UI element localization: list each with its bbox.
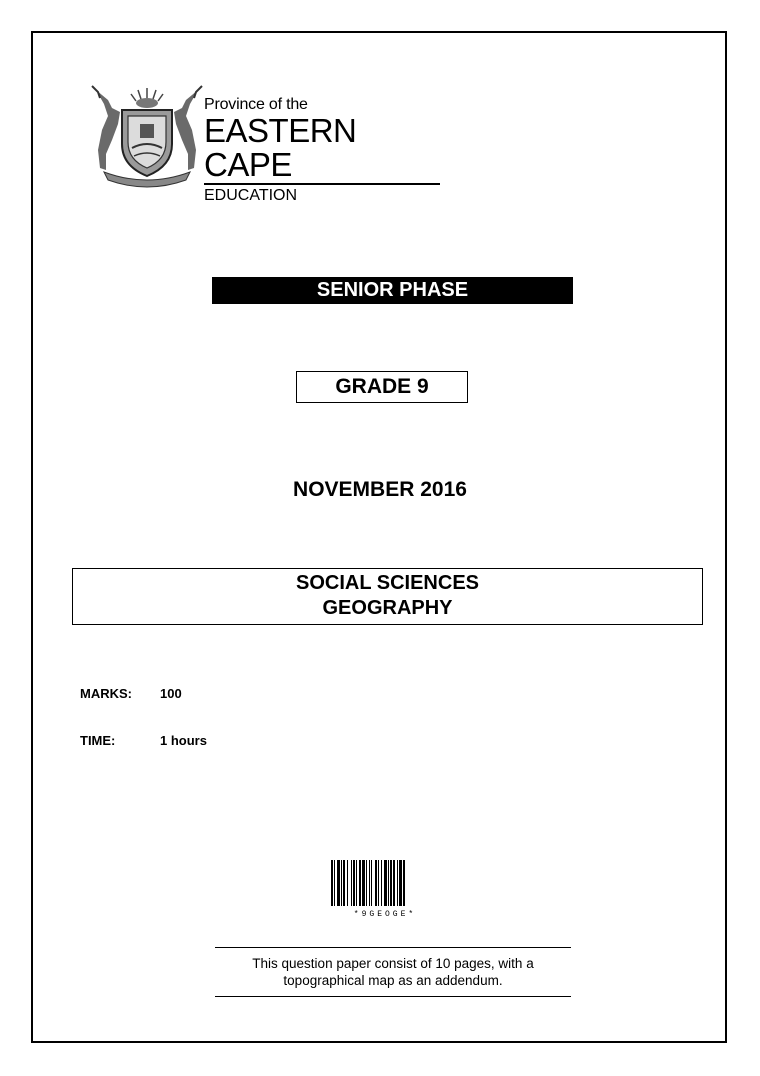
logo-divider bbox=[204, 183, 440, 185]
paper-info-line-1: This question paper consist of 10 pages, with a bbox=[252, 956, 534, 971]
barcode-text: *9GEOGE* bbox=[353, 910, 417, 918]
phase-banner: SENIOR PHASE bbox=[212, 277, 573, 304]
barcode-icon bbox=[329, 860, 441, 918]
time-row bbox=[80, 733, 207, 749]
exam-date: NOVEMBER 2016 bbox=[293, 478, 467, 501]
logo-department-text: EDUCATION bbox=[204, 187, 298, 204]
logo-province-text: Province of the bbox=[204, 96, 308, 113]
department-logo bbox=[88, 84, 448, 204]
marks-label: MARKS: bbox=[80, 686, 132, 701]
subject-line-2: GEOGRAPHY bbox=[322, 597, 453, 619]
marks-value: 100 bbox=[160, 686, 182, 701]
paper-info-line-2: topographical map as an addendum. bbox=[283, 973, 503, 988]
subject-box bbox=[72, 568, 703, 625]
coat-of-arms-icon bbox=[88, 84, 206, 188]
paper-info-note bbox=[215, 947, 571, 997]
marks-row bbox=[80, 686, 182, 702]
time-label: TIME: bbox=[80, 733, 116, 748]
logo-province-name: EASTERN CAPE bbox=[204, 112, 357, 183]
subject-line-1: SOCIAL SCIENCES bbox=[296, 572, 479, 594]
time-value: 1 hours bbox=[160, 733, 207, 748]
grade-box: GRADE 9 bbox=[296, 371, 468, 403]
logo-wordmark bbox=[204, 96, 448, 205]
